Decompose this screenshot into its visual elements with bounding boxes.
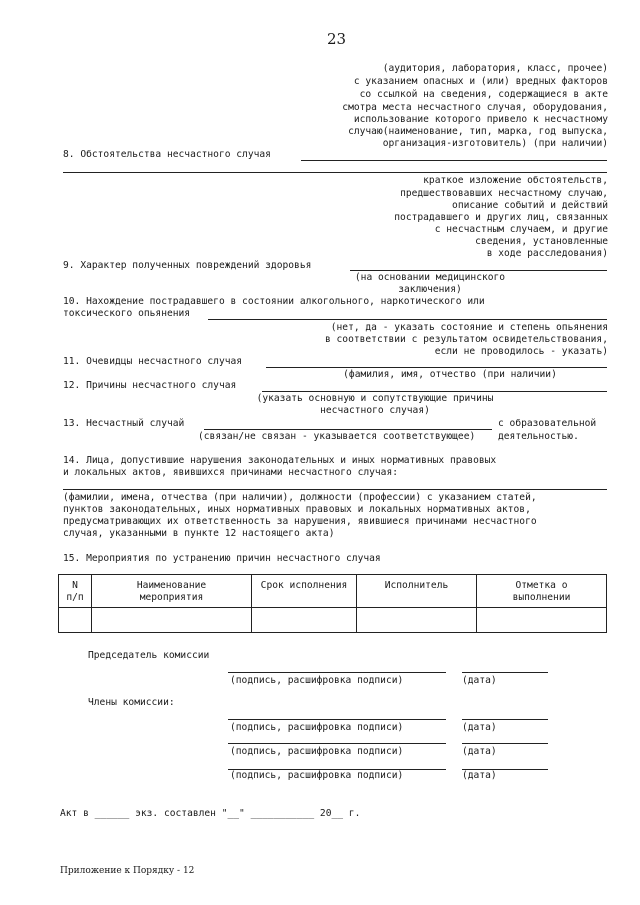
item-13-tail: с образовательной [498, 418, 597, 429]
item-8-field[interactable] [301, 160, 607, 161]
date-caption: (дата) [462, 746, 497, 757]
item-12-label: 12. Причины несчастного случая [63, 380, 237, 391]
chairman-label: Председатель комиссии [88, 650, 210, 661]
intoxication-note-line: если не проводилось - указать) [434, 346, 608, 357]
member-2-signature-field[interactable] [228, 743, 446, 744]
circumstances-note-line: в ходе расследования) [486, 248, 608, 259]
table-cell[interactable] [92, 608, 252, 633]
item-8-field-2[interactable] [63, 172, 607, 173]
signature-caption: (подпись, расшифровка подписи) [230, 770, 404, 781]
medical-note-line: (на основании медицинского [354, 272, 506, 283]
signature-caption: (подпись, расшифровка подписи) [230, 722, 404, 733]
table-header-row [59, 575, 607, 608]
item-13-label: 13. Несчастный случай [63, 418, 185, 429]
date-caption: (дата) [462, 722, 497, 733]
circumstances-note-line: сведения, установленные [475, 236, 608, 247]
location-note-line: использование которого привело к несчастному [353, 114, 608, 125]
location-note-line: (аудитория, лаборатория, класс, прочее) [382, 63, 608, 74]
location-note-line: со ссылкой на сведения, содержащиеся в акте [359, 89, 608, 100]
item-10-label-2: токсического опьянения [63, 308, 191, 319]
col-measure: Наименование мероприятия [92, 575, 252, 608]
table-cell[interactable] [59, 608, 92, 633]
violators-note-line: случая, указанными в пункте 12 настоящего акта) [63, 528, 335, 539]
item-10-label: 10. Нахождение пострадавшего в состоянии алкогольного, наркотического или [63, 296, 485, 307]
chairman-date-field[interactable] [462, 672, 548, 673]
footer-note: Приложение к Порядку - 12 [60, 866, 195, 876]
table-cell[interactable] [252, 608, 357, 633]
item-11-label: 11. Очевидцы несчастного случая [63, 356, 243, 367]
table-cell[interactable] [357, 608, 477, 633]
item-8-label: 8. Обстоятельства несчастного случая [63, 149, 271, 160]
date-caption: (дата) [462, 770, 497, 781]
member-2-date-field[interactable] [462, 743, 548, 744]
location-note-line: случаю(наименование, тип, марка, год выпуска, [348, 126, 608, 137]
item-15-label: 15. Мероприятия по устранению причин несчастного случая [63, 553, 381, 564]
signature-caption: (подпись, расшифровка подписи) [230, 675, 404, 686]
medical-note-line: заключения) [398, 284, 462, 295]
item-12-field[interactable] [262, 391, 607, 392]
intoxication-note-line: (нет, да - указать состояние и степень опьянения [330, 322, 608, 333]
item-9-label: 9. Характер полученных повреждений здоровья [63, 260, 312, 271]
item-10-field[interactable] [208, 319, 607, 320]
signature-caption: (подпись, расшифровка подписи) [230, 746, 404, 757]
location-note-line: смотра места несчастного случая, оборудования, [342, 102, 608, 113]
relation-note: (связан/не связан - указывается соответствующее) [198, 431, 476, 442]
circumstances-note-line: с несчастным случаем, и другие [434, 224, 608, 235]
item-11-field[interactable] [266, 367, 607, 368]
date-caption: (дата) [462, 675, 497, 686]
item-14-label: 14. Лица, допустившие нарушения законодательных и иных нормативных правовых [63, 455, 497, 466]
circumstances-note-line: предшествовавших несчастному случаю, [400, 188, 608, 199]
chairman-signature-field[interactable] [228, 672, 446, 673]
item-14-field[interactable] [63, 489, 607, 490]
circumstances-note-line: описание событий и действий [452, 200, 608, 211]
violators-note-line: (фамилии, имена, отчества (при наличии), должности (профессии) с указанием статей, [63, 492, 537, 503]
item-13-field[interactable] [204, 429, 492, 430]
circumstances-note-line: краткое изложение обстоятельств, [423, 175, 608, 186]
circumstances-note-line: пострадавшего и других лиц, связанных [394, 212, 608, 223]
col-executor: Исполнитель [357, 575, 477, 608]
measures-table [58, 574, 607, 633]
intoxication-note-line: в соответствии с результатом освидетельствования, [324, 334, 608, 345]
causes-note-line: несчастного случая) [320, 405, 430, 416]
member-1-date-field[interactable] [462, 719, 548, 720]
member-1-signature-field[interactable] [228, 719, 446, 720]
witness-note: (фамилия, имя, отчество (при наличии) [343, 369, 557, 380]
table-row[interactable] [59, 608, 607, 633]
col-number: N п/п [59, 575, 92, 608]
col-mark: Отметка о выполнении [477, 575, 607, 608]
members-label: Члены комиссии: [88, 697, 175, 708]
violators-note-line: предусматривающих их ответственность за нарушения, явившиеся причинами несчастного [63, 516, 537, 527]
table-cell[interactable] [477, 608, 607, 633]
item-9-field[interactable] [350, 270, 607, 271]
col-deadline: Срок исполнения [252, 575, 357, 608]
location-note-line: организация-изготовитель) (при наличии) [382, 138, 608, 149]
item-14-label-2: и локальных актов, явившихся причинами несчастного случая: [63, 467, 399, 478]
act-copies-line: Акт в ______ экз. составлен "__" ___________ 20__ г. [60, 808, 361, 819]
page-number: 23 [327, 30, 347, 48]
relation-tail: деятельностью. [498, 431, 579, 442]
causes-note-line: (указать основную и сопутствующие причины [256, 393, 494, 404]
violators-note-line: пунктов законодательных, иных нормативных правовых и локальных нормативных актов, [63, 504, 531, 515]
location-note-line: с указанием опасных и (или) вредных факторов [353, 76, 608, 87]
